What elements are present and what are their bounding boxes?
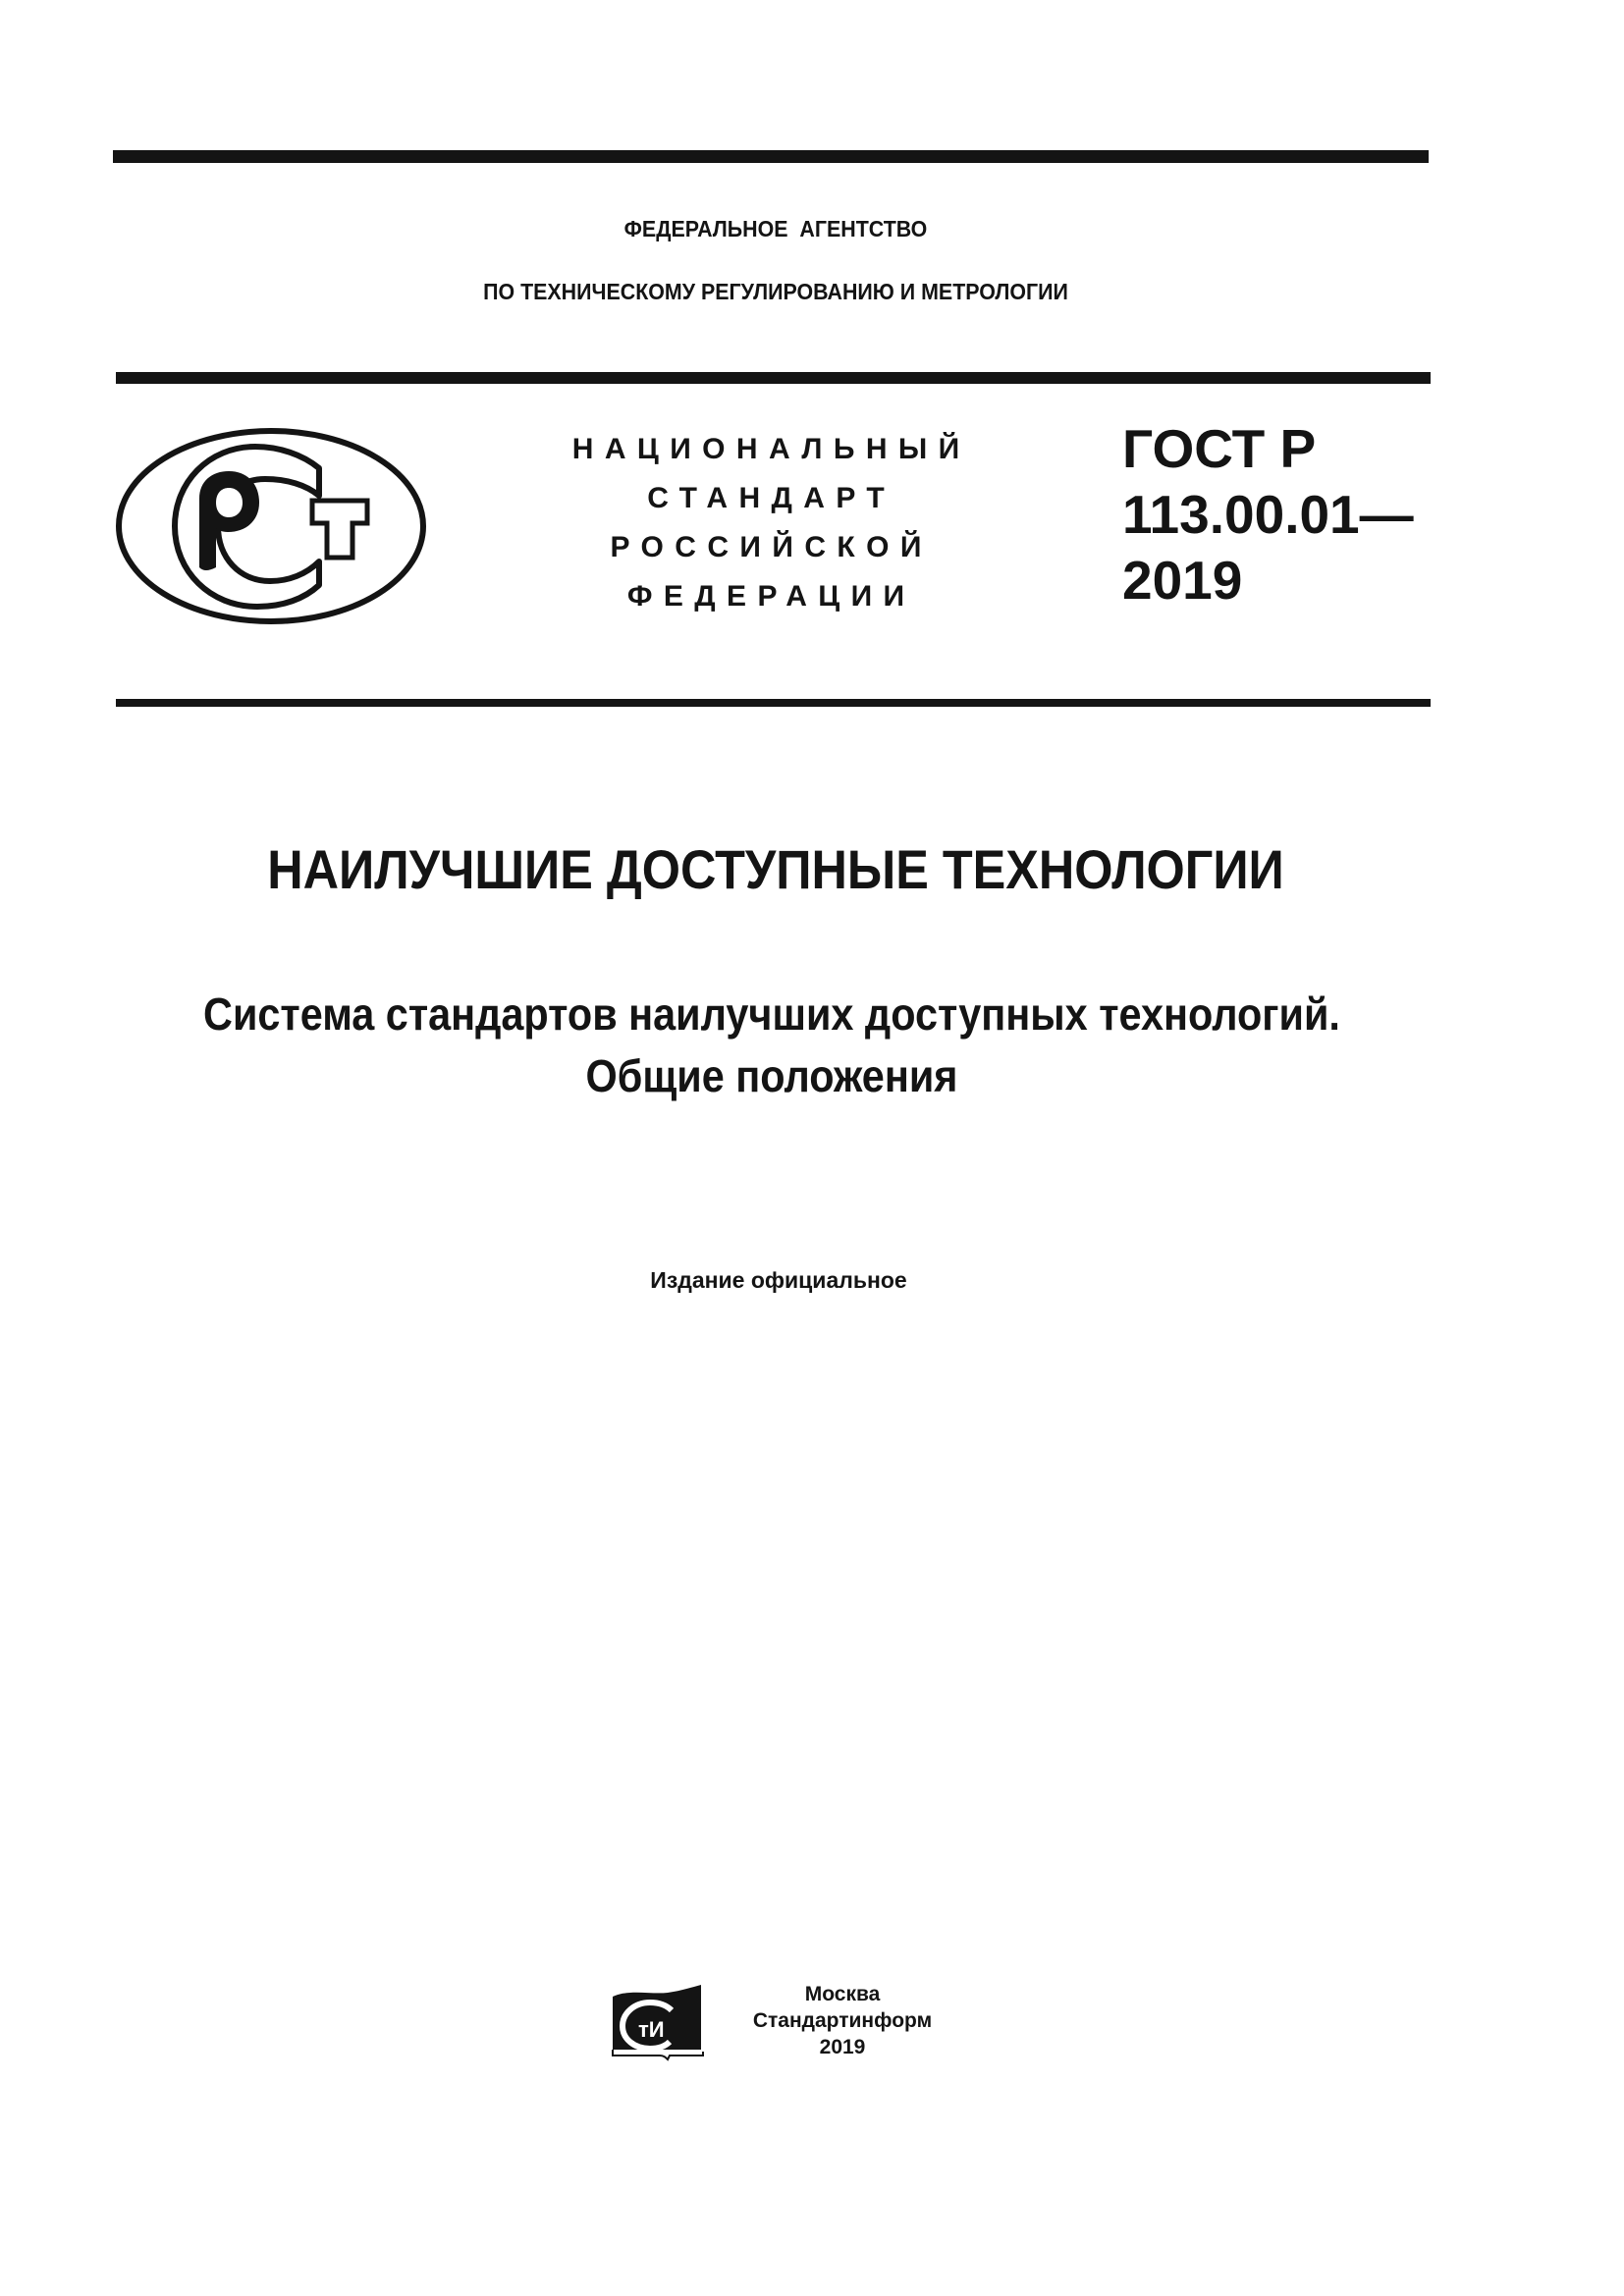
document-title: НАИЛУЧШИЕ ДОСТУПНЫЕ ТЕХНОЛОГИИ bbox=[267, 838, 1284, 900]
top-rule bbox=[113, 150, 1429, 163]
designation-line: 2019 bbox=[1122, 550, 1243, 611]
standartinform-logo-icon bbox=[611, 1983, 705, 2061]
edition-label: Издание официальное bbox=[650, 1267, 907, 1293]
designation-line: ГОСТ Р bbox=[1122, 418, 1317, 479]
document-subtitle bbox=[78, 984, 1467, 1107]
national-standard-line: РОССИЙСКОЙ bbox=[610, 531, 933, 563]
national-standard-line: НАЦИОНАЛЬНЫЙ bbox=[571, 433, 971, 465]
designation-line: 113.00.01— bbox=[1122, 484, 1414, 545]
publisher-name: Стандартинформ bbox=[752, 2009, 933, 2032]
rst-certification-mark-icon bbox=[110, 422, 434, 630]
national-standard-line: ФЕДЕРАЦИИ bbox=[626, 580, 916, 613]
national-standard-label bbox=[535, 425, 997, 621]
subtitle-line: Система стандартов наилучших доступных технологий. bbox=[203, 988, 1340, 1040]
agency-name-line-2: ПО ТЕХНИЧЕСКОМУ РЕГУЛИРОВАНИЮ И МЕТРОЛОГИИ bbox=[483, 279, 1068, 304]
publisher-imprint bbox=[744, 1981, 941, 2060]
national-standard-line: СТАНДАРТ bbox=[647, 482, 896, 514]
subtitle-line: Общие положения bbox=[585, 1050, 958, 1101]
svg-text:тИ: тИ bbox=[638, 2017, 665, 2042]
standard-block-rule bbox=[116, 699, 1431, 707]
standard-designation bbox=[1122, 416, 1414, 614]
publication-year: 2019 bbox=[819, 2036, 866, 2058]
agency-name-line-1: ФЕДЕРАЛЬНОЕ АГЕНТСТВО bbox=[623, 216, 928, 241]
publisher-city: Москва bbox=[804, 1983, 881, 2005]
header-rule bbox=[116, 372, 1431, 384]
